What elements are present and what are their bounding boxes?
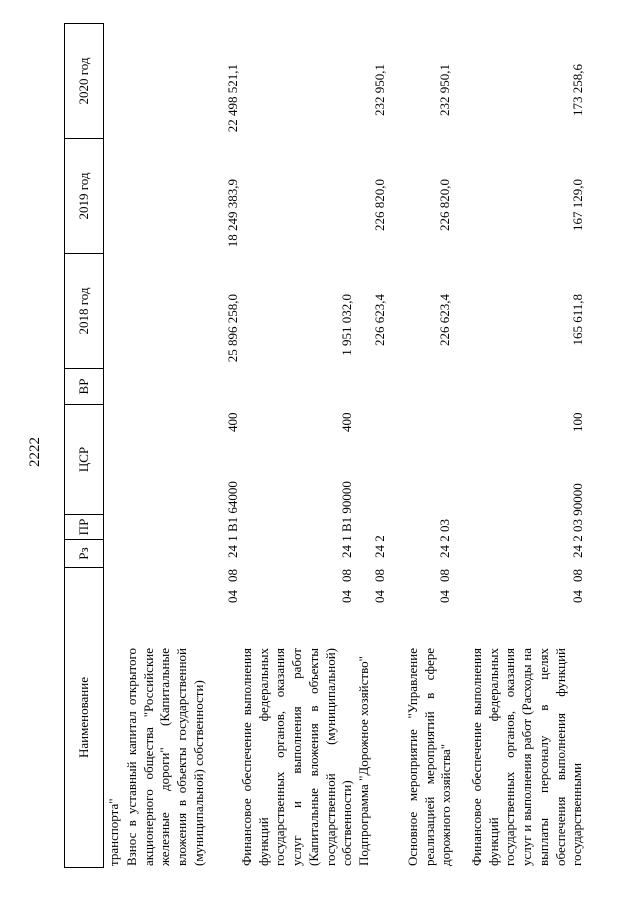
- row-name: Подпрограмма "Дорожное хозяйство": [356, 656, 371, 866]
- header-2019: 2019 год: [65, 138, 103, 253]
- row-csr: 24 2: [372, 535, 387, 558]
- row-2019: 167 129,0: [570, 179, 585, 231]
- row-2019: 18 249 383,9: [225, 179, 240, 248]
- row-2019: 226 820,0: [372, 179, 387, 231]
- row-2020: 22 498 521,1: [225, 64, 240, 133]
- table-header: [64, 23, 104, 868]
- row-2020: 232 950,1: [372, 64, 387, 116]
- row-csr: 24 1 В1 64000: [225, 481, 240, 558]
- row-vr: 400: [225, 412, 240, 432]
- row-rz: 04: [570, 590, 585, 603]
- row-csr: 24 2 03: [437, 519, 452, 558]
- row-2020: 173 258,6: [570, 64, 585, 116]
- header-vr: ВР: [65, 368, 103, 404]
- header-csr: ЦСР: [65, 404, 103, 514]
- row-2019: 226 820,0: [437, 179, 452, 231]
- row-csr: 24 1 В1 90000: [339, 481, 354, 558]
- row-rz: 04: [372, 590, 387, 603]
- page-number: 2222: [27, 437, 43, 467]
- row-2018: 1 951 032,0: [339, 294, 354, 356]
- row-pr: 08: [372, 569, 387, 582]
- row-rz: 04: [437, 590, 452, 603]
- row-vr: 400: [339, 412, 354, 432]
- row-name: Финансовое обеспечение выполнения функций федеральных государственных органов, оказания услуг и выполнения работ (Расходы на выплаты персоналу в целях обеспечения выполнения функций государственными: [469, 648, 585, 866]
- header-pr: ПР: [65, 514, 103, 539]
- header-rz: Рз: [65, 539, 103, 567]
- row-2020: 232 950,1: [437, 64, 452, 116]
- header-name: Наименование: [65, 567, 103, 867]
- row-csr: 24 2 03 90000: [570, 483, 585, 558]
- row-pr: 08: [225, 569, 240, 582]
- row-2018: 226 623,4: [372, 294, 387, 346]
- row-pr: 08: [339, 569, 354, 582]
- row-2018: 25 896 258,0: [225, 294, 240, 363]
- row-vr: 100: [570, 412, 585, 432]
- row-2018: 226 623,4: [437, 294, 452, 346]
- continuation-text: транспорта": [106, 798, 121, 866]
- row-2018: 165 611,8: [570, 294, 585, 346]
- row-rz: 04: [339, 590, 354, 603]
- row-name: Финансовое обеспечение выполнения функций федеральных государственных органов, оказания услуг и выполнения работ (Капитальные вложения в объекты государственной (муниципальной) собственности): [239, 648, 355, 866]
- row-pr: 08: [570, 569, 585, 582]
- row-rz: 04: [225, 590, 240, 603]
- header-2018: 2018 год: [65, 253, 103, 368]
- row-name: Взнос в уставный капитал открытого акционерного общества "Российские железные дороги" (Капитальные вложения в объекты государственной (муниципальной) собственности): [124, 648, 206, 866]
- row-pr: 08: [437, 569, 452, 582]
- row-name: Основное мероприятие "Управление реализацией мероприятий в сфере дорожного хозяйства": [405, 648, 454, 866]
- header-2020: 2020 год: [76, 57, 91, 105]
